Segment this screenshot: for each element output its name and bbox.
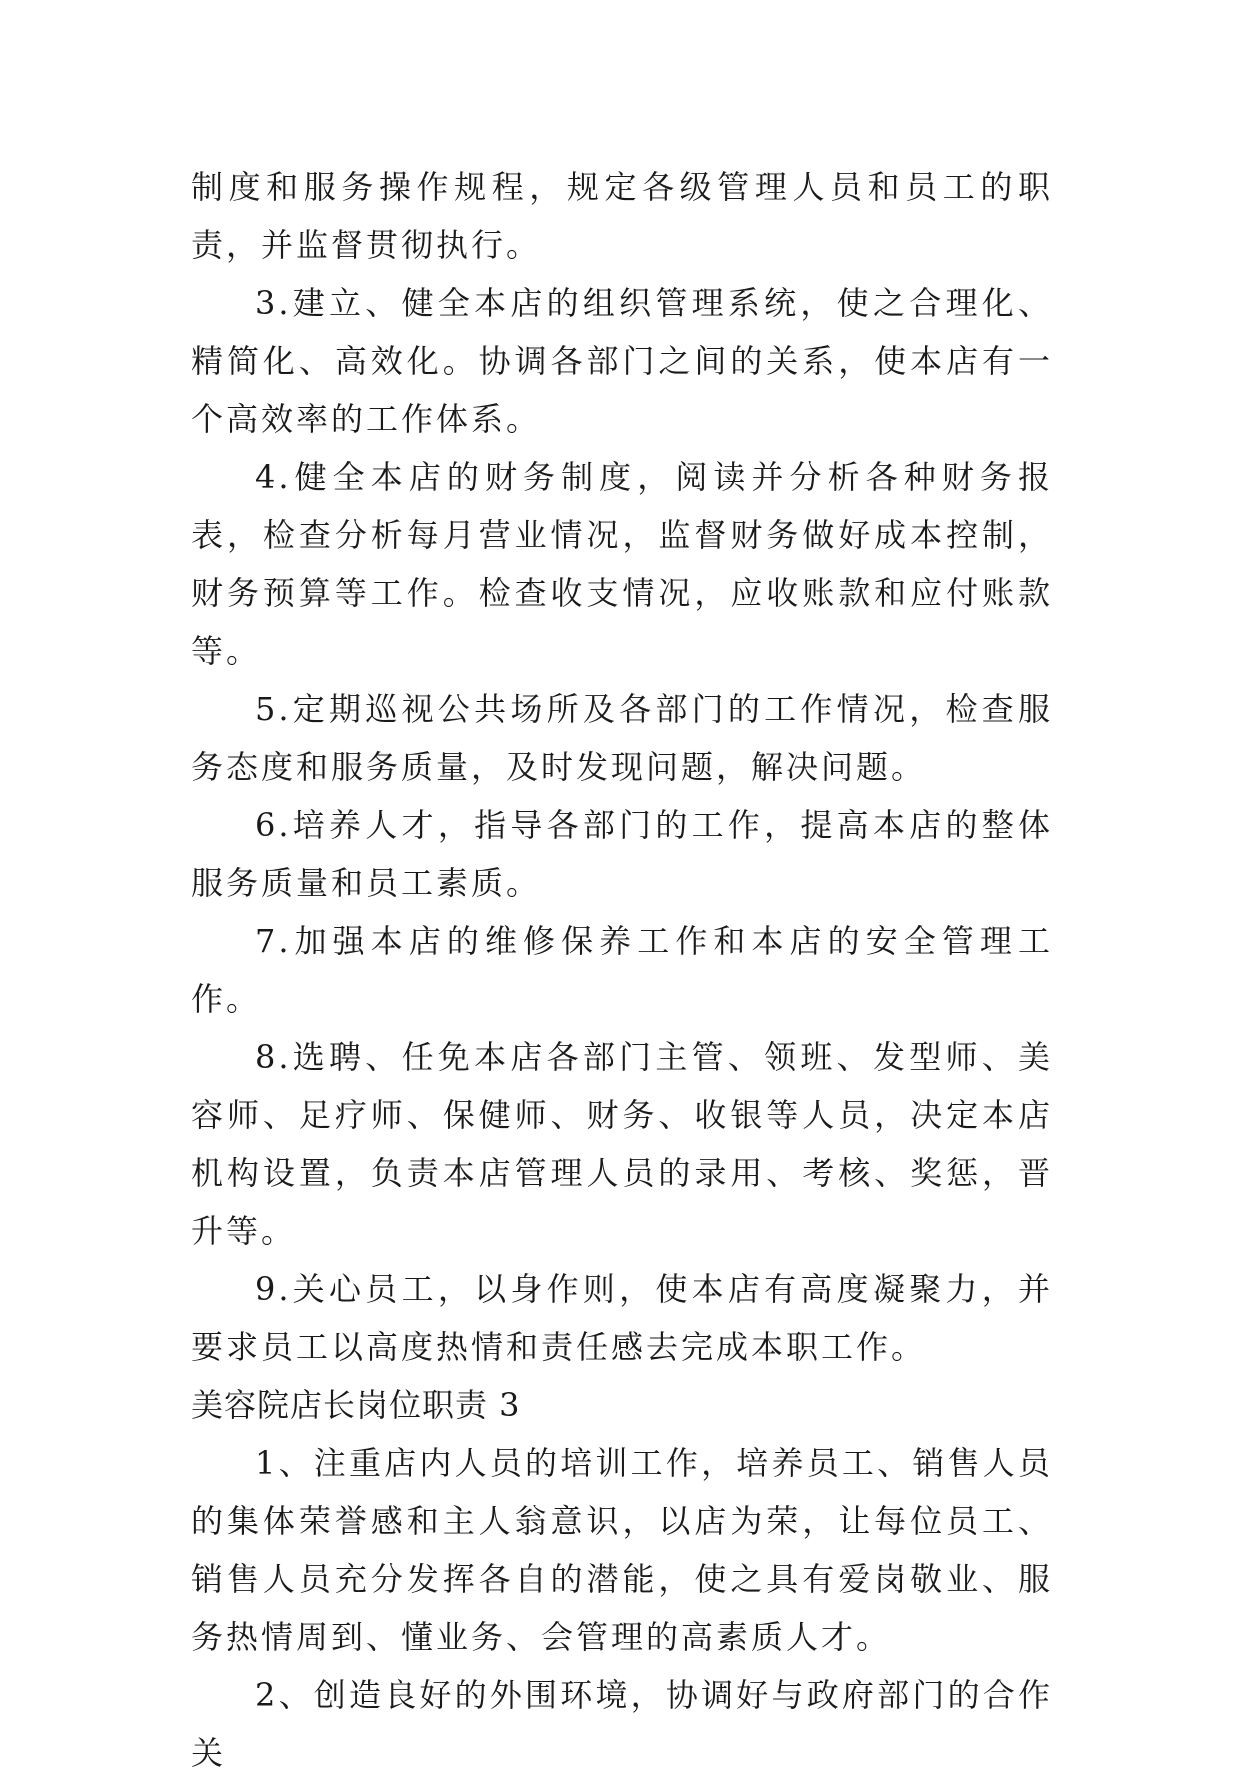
section-paragraph-2: 2、创造良好的外围环境，协调好与政府部门的合作关 [191, 1676, 1053, 1772]
paragraph-item-8: 8.选聘、任免本店各部门主管、领班、发型师、美容师、足疗师、保健师、财务、收银等人员，决定本店机构设置，负责本店管理人员的录用、考核、奖惩，晋升等。 [191, 1038, 1053, 1250]
paragraph-item-7: 7.加强本店的维修保养工作和本店的安全管理工作。 [191, 922, 1053, 1018]
section-paragraph-1: 1、注重店内人员的培训工作，培养员工、销售人员的集体荣誉感和主人翁意识，以店为荣，让每位员工、销售人员充分发挥各自的潜能，使之具有爱岗敬业、服务热情周到、懂业务、会管理的高素质人才。 [191, 1444, 1053, 1656]
paragraph-item-3: 3.建立、健全本店的组织管理系统，使之合理化、精简化、高效化。协调各部门之间的关系，使本店有一个高效率的工作体系。 [191, 284, 1053, 438]
paragraph-item-4: 4.健全本店的财务制度，阅读并分析各种财务报表，检查分析每月营业情况，监督财务做好成本控制，财务预算等工作。检查收支情况，应收账款和应付账款等。 [191, 458, 1053, 670]
paragraph-item-5: 5.定期巡视公共场所及各部门的工作情况，检查服务态度和服务质量，及时发现问题，解决问题。 [191, 690, 1053, 786]
paragraph-item-9: 9.关心员工，以身作则，使本店有高度凝聚力，并要求员工以高度热情和责任感去完成本职工作。 [191, 1270, 1053, 1366]
paragraph-item-6: 6.培养人才，指导各部门的工作，提高本店的整体服务质量和员工素质。 [191, 806, 1053, 902]
document-page [191, 158, 1053, 1782]
section-heading: 美容院店长岗位职责 3 [191, 1386, 521, 1424]
paragraph-intro: 制度和服务操作规程，规定各级管理人员和员工的职责，并监督贯彻执行。 [191, 168, 1053, 264]
